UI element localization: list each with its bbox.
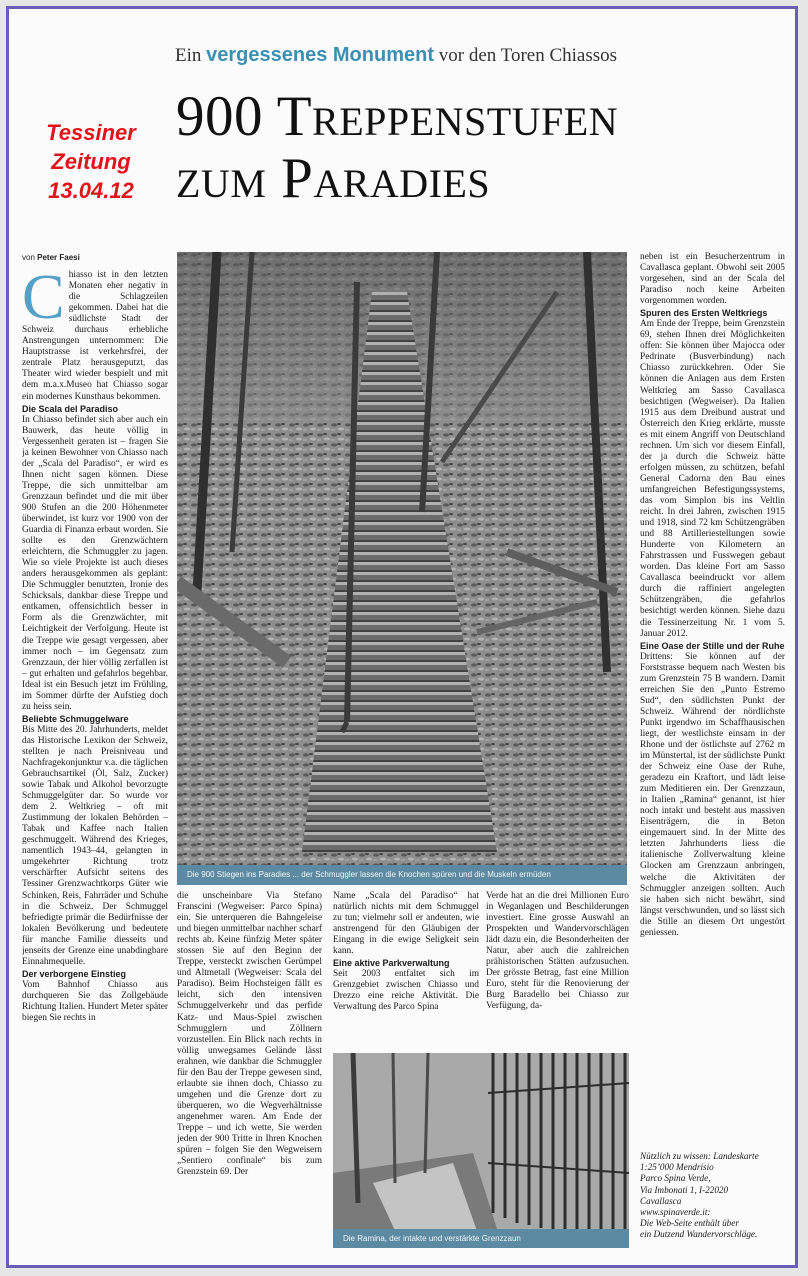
article-column-4: [486, 891, 629, 1051]
staircase-photo: [177, 252, 627, 885]
article-column-3: [333, 891, 479, 1051]
subhead-parkverwaltung: Eine aktive Parkverwaltung: [333, 958, 450, 969]
paragraph-col2: die unscheinbare Via Stefano Franscini (Wegweiser: Parco Spina) ein. Sie unterqueren die Bahngeleise und biegen unmittelbar nachher scharf rechts ab. Keine fünfzig Meter später stossen Sie auf den Beginn der Treppe, versteckt zwischen Gerümpel und Altmetall (Wegweiser: Scala del Paradiso). Beim Hochsteigen fällt es leicht, sich den intensiven Schmuggelverkehr und das perfide Katz- und Maus-Spiel zwischen Schmugglern und Zöllnern vorzustellen. Ein Blick nach rechts in völlig unwegsames Gelände lässt erahnen, wie dankbar die Schmuggler für den Bau der Treppe gewesen sind, erlaubte sie ihnen doch, Chiasso zu umgehen und die Grenze dort zu überqueren, wo die Wegverhältnisse angenehmer waren. Am Ende der Treppe – und ich wette, Sie werden jeden der 900 Tritte in Ihren Knochen spüren – folgen Sie den Wegweisern „Sentiero confinale“ bis zum Grenzstein 69. Der: [177, 891, 322, 1178]
info-line-5: Cavallasca: [640, 1195, 682, 1206]
paragraph-parkverwaltung: Seit 2003 entfaltet sich im Grenzgebiet zwischen Chiasso und Drezzo eine reiche Aktivität. Die Verwaltung des Parco Spina: [333, 969, 479, 1013]
subhead-einstieg: Der verborgene Einstieg: [22, 968, 127, 979]
kicker-post: vor den Toren Chiassos: [438, 45, 618, 66]
paragraph-col4: Verde hat an die drei Millionen Euro in Weganlagen und Beschilderungen investiert. Eine grosse Auswahl an Prospekten und Wandervorschlägen lädt dazu ein, die Besonderheiten der Natur, aber auch die zahlreichen prähistorischen Stätten aufzusuchen. Der grösste Betrag, fast eine Million Euro, steht für die Renovierung der Burg Baradello bei Chiasso zur Verfügung, da-: [486, 891, 629, 1012]
kicker-highlight: vergessenes Monument: [206, 44, 434, 66]
stamp-line-2: Zeitung: [51, 149, 131, 174]
stamp-line-1: Tessiner: [46, 120, 136, 145]
headline-line-2: zum Paradies: [176, 147, 491, 210]
subhead-scala: Die Scala del Paradiso: [22, 403, 119, 414]
kicker: [175, 44, 617, 67]
paragraph-besucherzentrum: neben ist ein Besucherzentrum in Cavallasca geplant. Obwohl seit 2005 vorgesehen, sind an der Scala del Paradiso noch keine Arbeiten vorgenommen worden.: [640, 252, 785, 307]
subhead-schmuggelware: Beliebte Schmuggelware: [22, 713, 129, 724]
kicker-pre: Ein: [175, 45, 202, 66]
info-line-6: www.spinaverde.it:: [640, 1207, 711, 1218]
info-line-3: Parco Spina Verde,: [640, 1173, 711, 1184]
fence-photo: [333, 1053, 629, 1248]
main-photo-caption: Die 900 Stiegen ins Paradies ... der Schmuggler lassen die Knochen spüren und die Muskeln ermüden: [177, 865, 627, 885]
info-line-4: Via Imbonati 1, I-22020: [640, 1184, 729, 1195]
fence-photo-caption: Die Ramina, der intakte und verstärkte Grenzzaun: [333, 1229, 629, 1248]
info-line-1: Nützlich zu wissen: Landeskarte: [640, 1151, 759, 1161]
info-line-7: Die Web-Seite enthält über: [640, 1218, 739, 1229]
info-line-8: ein Dutzend Wandervorschläge.: [640, 1229, 758, 1240]
info-line-2: 1:25’000 Mendrisio: [640, 1162, 714, 1173]
newspaper-stamp: [16, 118, 166, 205]
byline-prefix: von: [22, 253, 35, 262]
intro-text: hiasso ist in den letzten Monaten eher negativ in die Schlagzeilen gekommen. Dabei hat die südlichste Stadt der Schweiz durchaus erhebliche Anstrengungen unternommen: Die Hauptstrasse ist verkehrsfrei, der zentrale Platz herausgeputzt, das Theater wird wieder bespielt und mit dem m.a.x.Museo hat Chiasso sogar ein modernes Kunsthaus bekommen.: [22, 270, 168, 402]
paragraph-weltkrieg: Am Ende der Treppe, beim Grenzstein 69, stehen Ihnen drei Möglichkeiten offen: Sie können über Majocca oder Pedrinate (Busverbindung) nach Chiasso zurückkehren. Oder Sie können die Anlagen aus dem Ersten Weltkrieg am Sasso Cavallasca besichtigen (Wegweiser). Da Italien 1915 aus dem Dreibund austrat und Österreich den Krieg erklärte, musste es mit einem Angriff von Deutschland rechnen. Um sich vor diesem Einfall, der ja durch die Schweiz hätte erfolgen müssen, zu schützen, befahl General Cadorna den Bau eines umfangreichen Befestigungssystems, das vom Simplon bis ins Veltlin reicht. In drei Jahren, zwischen 1915 und 1918, sind 72 km Schützengräben und 88 Artilleriestellungen sowie Hunderte von Kilometern an Fahrstrassen und Fusswegen gebaut worden. Das kleine Fort am Sasso Cavallasca beeindruckt vor allem durch die raffiniert angelegten Schützengräben, die gefahrlos besichtigt werden können. Siehe dazu die Tessinerzeitung Nr. 1 vom 5. Januar 2012.: [640, 319, 785, 639]
article-column-1: [22, 270, 168, 1260]
headline-line-1: 900 Treppenstufen: [176, 85, 619, 148]
stamp-line-3: 13.04.12: [48, 178, 134, 203]
paragraph-name: Name „Scala del Paradiso“ hat natürlich nichts mit dem Schmuggel zu tun; vielmehr soll er andeuten, wie anstrengend für den Gläubigen der Eingang in die ewige Seligkeit sein kann.: [333, 891, 479, 957]
subhead-oase: Eine Oase der Stille und der Ruhe: [640, 640, 785, 651]
byline-author: Peter Faesi: [37, 253, 80, 262]
paragraph-scala: In Chiasso befindet sich aber auch ein Bauwerk, das heute völlig in Vergessenheit geraten ist – fragen Sie ja keinen Bewohner von Chiasso nach der „Scala del Paradiso“, er wird es Ihnen nicht sagen können. Diese Treppe, die sich unmittelbar am Grenzzaun befindet und die mit über 900 Stufen an die 200 Höhenmeter überwindet, ist kurz vor 1900 von der Guardia di Finanza erbaut worden. Sie sollte es den Grenzwächtern erleichtern, die Schmuggler zu jagen. Wie so viele Projekte ist auch dieses anders herausgekommen als geplant: Die Schmuggler benutzten, Ironie des Schicksals, dankbar diese Treppe und entkamen, offensichtlich besser in Form als die Grenzwächter, mit Leichtigkeit der Verfolgung. Heute ist die Treppe wie gesagt vergessen, aber immer noch – im Gegensatz zum Grenzzaun, der hier völlig zerfallen ist – gut erhalten und gefahrlos begehbar. Ideal ist ein Besuch jetzt im Frühling, im Sommer dürfte der Aufstieg doch zu heiss sein.: [22, 414, 168, 712]
subhead-weltkrieg: Spuren des Ersten Weltkriegs: [640, 308, 768, 319]
article-column-5: [640, 252, 785, 1145]
paragraph-einstieg: Vom Bahnhof Chiasso aus durchqueren Sie das Zollgebäude Richtung Italien. Hundert Meter später biegen Sie rechts in: [22, 979, 168, 1023]
byline: [22, 253, 80, 262]
intro-paragraph: [22, 270, 168, 403]
headline: [176, 86, 618, 210]
paragraph-schmuggelware: Bis Mitte des 20. Jahrhunderts, meldet das Historische Lexikon der Schweiz, stellten je nach Preisniveau und Nachfragekonjunktur v.a. die täglichen Gebrauchsartikel (Öl, Salz, Zucker) sowie Tabak und Alkohol bevorzugte Schmuggelgüter dar. So wurde vor dem 2. Weltkrieg – oft mit Zustimmung der lokalen Behörden – Tabak und Kaffee nach Italien geschmuggelt. Während des Krieges, namentlich 1943–44, gelangten in umgekehrter Richtung trotz verschärfter Aufsicht seitens des Tessiner Grenzwachtkorps Güter wie Schinken, Reis, Fahrräder und Schuhe in die Schweiz. Der Schmuggel befriedigte primär die Bedürfnisse der lokalen Bevölkerung und bedeutete für manche Familie diesseits und jenseits der Grenze eine unabdingbare Einnahmequelle.: [22, 724, 168, 967]
article-column-2: [177, 891, 322, 1261]
info-box: [640, 1151, 785, 1241]
paragraph-oase: Drittens: Sie können auf der Forststrasse bequem nach Westen bis zum Grenzstein 75 B wandern. Damit erreichen Sie den „Punto Estremo Sud“, den südlichsten Punkt der Schweiz. Während der nördlichste Punkt irgendwo im Schaffhausischen liegt, der westlichste einsam in der Rhone und der östlichste auf 2762 m im Münstertal, ist der südlichste Punkt der Schweiz eine Oase der Ruhe, geradezu ein Kraftort, und lädt leise zum Meditieren ein. Der Grenzzaun, in Italien „Ramina“ genannt, ist hier noch intakt und besteht aus massiven Eisenträgern, die in Beton eingemauert sind. In der Mitte des letzten Jahrhunderts liess die italienische Zollverwaltung kleine Glocken am Grenzzaun anbringen, welche die Aktivitäten der Schmuggler anzeigen sollten. Auch sie haben sich nicht bewährt, sind längst verschwunden, und so lässt sich die Stille an diesem Ort ungestört geniessen.: [640, 651, 785, 938]
drop-cap: C: [22, 270, 65, 332]
fence-photo-graphic: [333, 1053, 629, 1248]
staircase-photo-graphic: [177, 252, 627, 885]
